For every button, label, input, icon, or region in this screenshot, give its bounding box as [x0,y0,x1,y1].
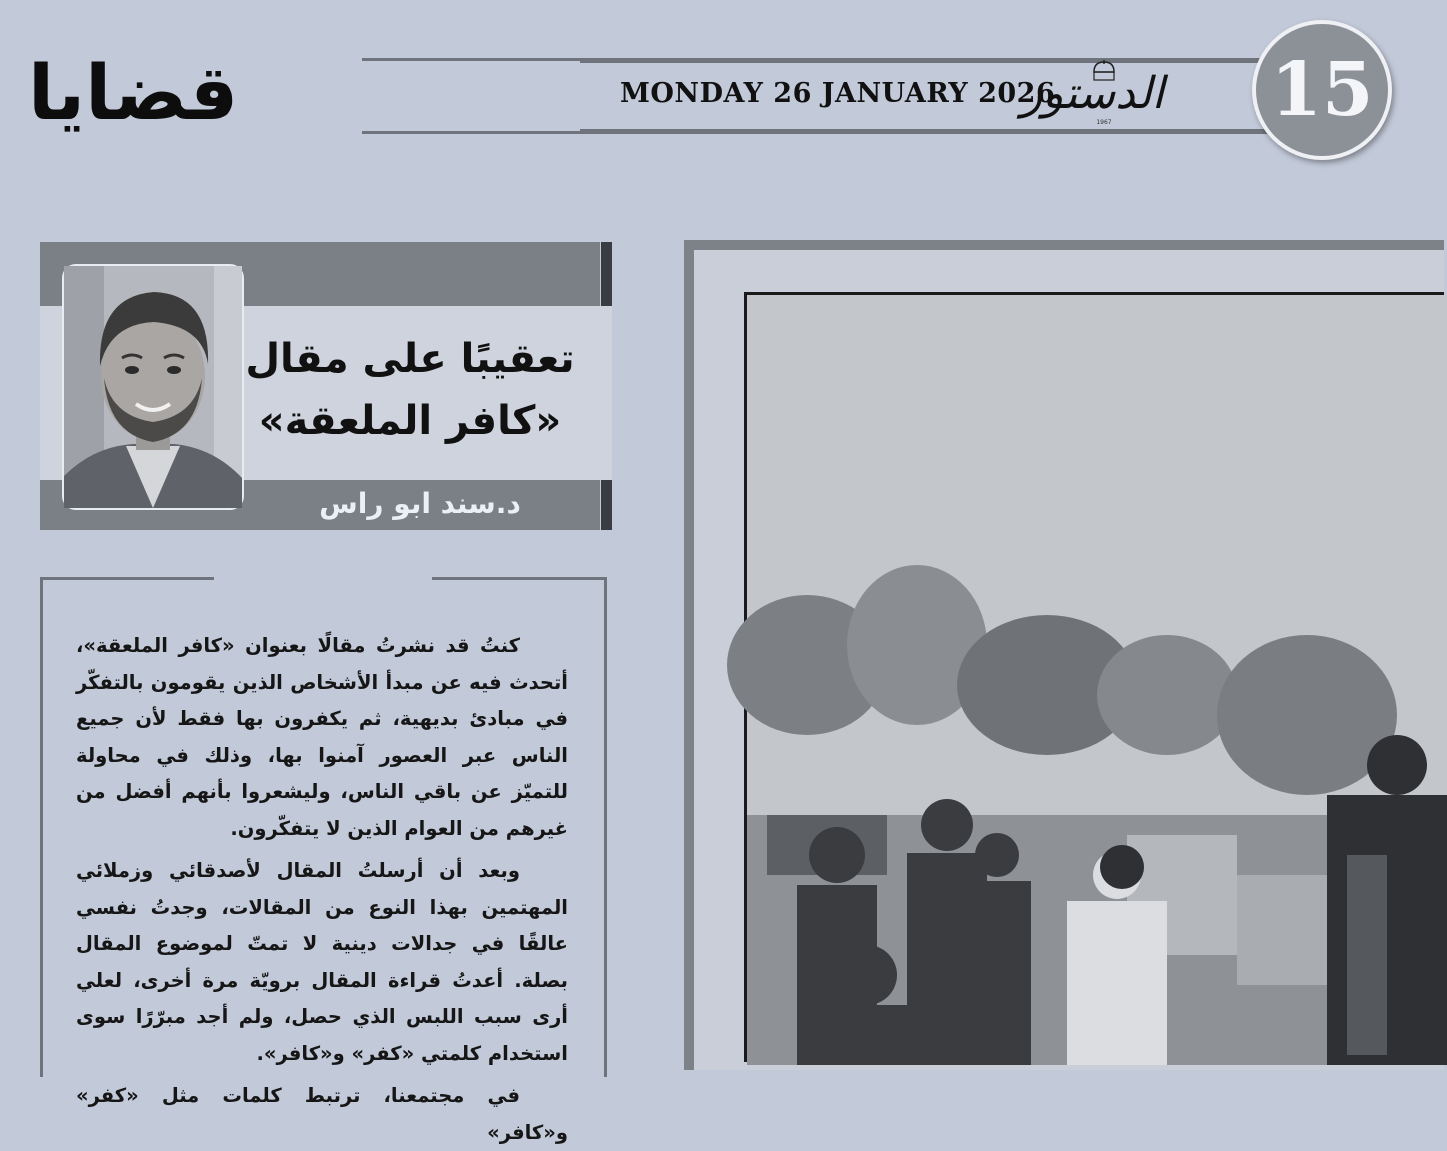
header-rule-top [362,58,580,61]
article-title-box [40,242,612,530]
svg-text:1967: 1967 [1096,119,1112,126]
newspaper-logo [1021,60,1164,126]
article-frame-top-left [40,577,214,580]
title-box-accent-bottom [601,480,612,530]
page-number: 15 [1270,47,1374,133]
title-box-accent-top [601,242,612,306]
headline-line-1: تعقيبًا على مقال [245,336,575,382]
author-photo-icon [64,266,242,508]
article-headline [230,328,590,468]
news-photo-icon [747,295,1447,1065]
article-paragraph: كنتُ قد نشرتُ مقالًا بعنوان «كافر الملعقة»، أتحدث فيه عن مبدأ الأشخاص الذين يقومون بالتفكّر في مبادئ بديهية، ثم يكفرون بها فقط لأن جميع الناس عبر العصور آمنوا بها، وذلك في محاولة للتميّز عن باقي الناس، وليشعروا بأنهم أفضل من غيرهم من العوام الذين لا يتفكّرون. [76,634,568,840]
newspaper-name: الدستور [1021,68,1164,119]
headline-line-2: «كافر الملعقة» [258,398,562,444]
section-title: قضايا [28,48,239,137]
article-frame-top-right [432,577,607,580]
header-rule-bottom [362,131,580,134]
article-body [76,628,568,1144]
author-portrait [62,264,244,510]
author-name: د.سند ابو راس [319,487,521,520]
article-paragraph: وبعد أن أرسلتُ المقال لأصدقائي وزملائي المهتمين بهذا النوع من المقالات، وجدتُ نفسي عالقًا في جدالات دينية لا تمتّ لموضوع المقال بصلة. أعدتُ قراءة المقال برويّة مرة أخرى، لعلي أرى سبب اللبس الذي حصل، ولم أجد مبرّرًا سوى استخدام كلمتي «كفر» و«كافر». [76,859,568,1065]
page-number-badge [1252,20,1392,160]
news-photo [744,292,1444,1062]
issue-date: MONDAY 26 JANUARY 2026 [620,78,1056,109]
article-paragraph: في مجتمعنا، ترتبط كلمات مثل «كفر» و«كافر» [76,1084,568,1144]
